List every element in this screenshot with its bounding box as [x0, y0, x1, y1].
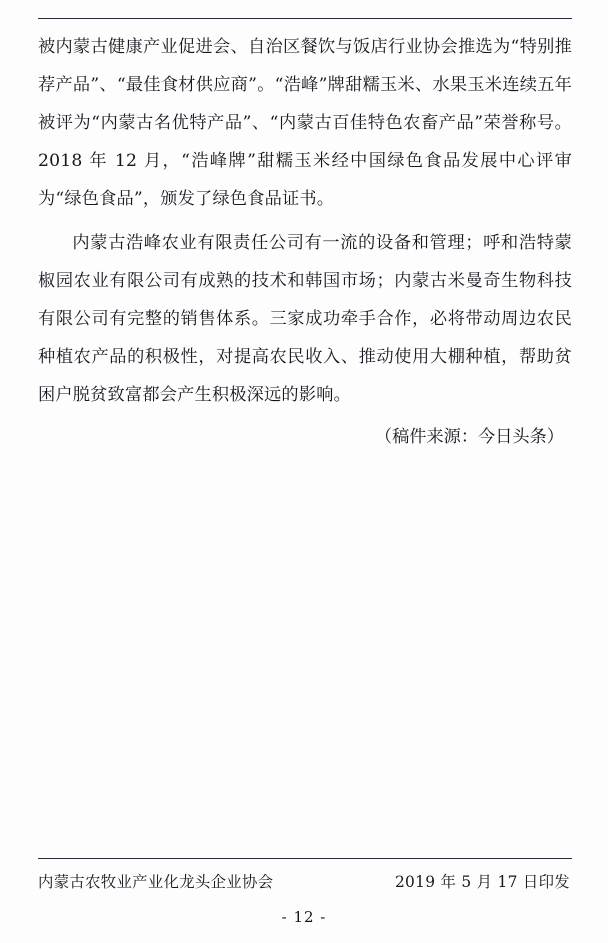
footer-date: 2019 年 5 月 17 日印发 [394, 873, 570, 891]
footer-row [38, 859, 572, 893]
source-note: （稿件来源：今日头条） [374, 427, 564, 447]
paragraph-2: 内蒙古浩峰农业有限责任公司有一流的设备和管理；呼和浩特蒙椒园农业有限公司有成熟的技术和韩国市场；内蒙古米曼奇生物科技有限公司有完整的销售体系。三家成功牵手合作，必将带动周边农民种植农产品的积极性，对提高农民收入、推动使用大棚种植，帮助贫困户脱贫致富都会产生积极深远的影响。 [38, 233, 572, 405]
page-number: - 12 - [281, 908, 327, 926]
page-footer [38, 858, 572, 893]
paragraph-1: 被内蒙古健康产业促进会、自治区餐饮与饭店行业协会推选为“特别推荐产品”、“最佳食材供应商”。“浩峰”牌甜糯玉米、水果玉米连续五年被评为“内蒙古名优特产品”、“内蒙古百佳特色农畜产品”荣誉称号。2018 年 12 月，“浩峰牌”甜糯玉米经中国绿色食品发展中心评审为“绿色食品”，颁发了绿色食品证书。 [38, 37, 572, 209]
footer-issuer: 内蒙古农牧业产业化龙头企业协会 [38, 873, 274, 891]
header-divider [38, 18, 572, 19]
document-body [38, 28, 572, 456]
